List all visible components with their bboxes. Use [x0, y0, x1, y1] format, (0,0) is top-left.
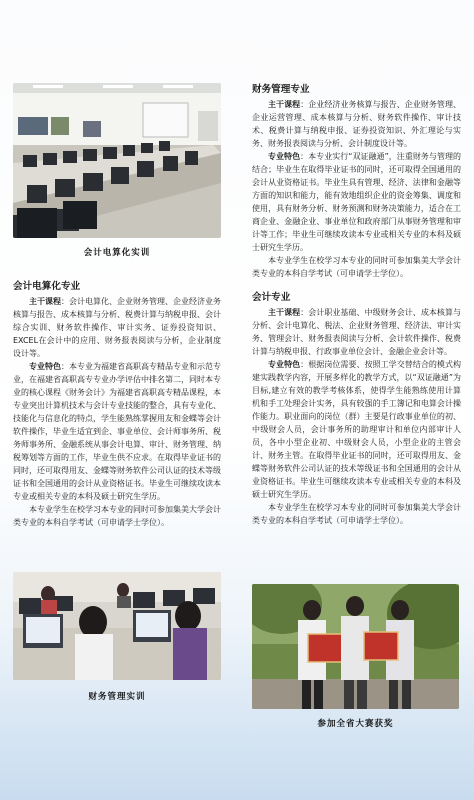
accounting-feature: 专业特色：根据岗位需要、按照工学交替结合的模式构建实践教学内容，开展多样化的教学方式，以“双证融通”为目标,建立有效的教学考核体系，使得学生能熟练使用计算机和手工处理会计实务，具有较强的手工簿记和电算会计操作能力。职业面向的岗位（群）主要是行政事业单位的初、中级财会人员，会计事务所的助理审计和单位内部审计人员，各中小型企业初、中级财会人员，小型企业的主管会计、财务主管。在取得毕业证书的同时，还可取得用友、金蝶等财务软件公司认证的技术等级证书和全国通用的会计从业资格证书。毕业生可继续攻读本专业或相关专业的本科及硕士研究生学历。	[252, 360, 462, 499]
computerized-accounting-feature: 专业特色：本专业为福建省高职高专精品专业和示范专业，在福建省高职高专专业办学评估中排名第二，同时本专业的核心课程《财务会计》为福建省高职高专精品课程，本专业突出计算机技术与会计专业技能的整合，具有专业化、技能化与信息化的特点，学生能熟练掌握用友和金蝶等会计软件操作，毕业生适宜到企、事业单位、会计师事务所、税务师事务所、金融系统从事会计电算、审计、财务管理、纳税筹划等方面的工作，毕业生供不应求。在取得毕业证书的同时，还可取得用友、金蝶等财务软件公司认证的技术等级证书和全国通用的会计从业资格证书。毕业生可继续攻读本专业或相关专业的本科及硕士研究生学历。	[13, 362, 221, 501]
computerized-accounting-core: 主干课程：会计电算化、企业财务管理、企业经济业务核算与报告、成本核算与分析、税费计算与纳税申报、会计综合实训、财务软件操作、审计实务、证券投资知识、EXCEL在会计中的应用、财务报表阅读与分析，企业制度设计等。	[13, 297, 221, 358]
right-text-column	[252, 83, 461, 527]
award-caption: 参加全省大赛获奖	[317, 719, 394, 729]
financial-management-core: 主干课程：企业经济业务核算与报告、企业财务管理、企业运营管理、成本核算与分析、财务软件操作、审计技术、税费计算与纳税申报、证券投资知识、外汇理论与实务、财务报表阅读与分析、会计制度设计等。	[252, 100, 462, 148]
award-photo	[252, 584, 459, 709]
financial-management-feature: 专业特色：本专业实行“双证融通”，注重财务与管理的结合；毕业生在取得毕业证书的同时，还可取得全国通用的会计从业资格证书。毕业生具有管理、经济、法律和金融等方面的知识和能力，能有效地组织企业的资金筹集、调度和使用，具有财务分析、财务预测和财务决策能力，适合在工商企业、金融企业、事业单位和政府部门从事财务管理和审计等工作；毕业生可继续攻读本专业或相关专业的本科及硕士研究生学历。	[252, 152, 461, 252]
accounting-core: 主干课程：会计职业基础、中级财务会计、成本核算与分析、会计电算化、税法、企业财务管理、经济法、审计实务、管理会计、财务报表阅读与分析、会计软件操作、税费计算与纳税申报、行政事业单位会计、金融企业会计等。	[252, 308, 462, 356]
computer-lab-photo	[13, 83, 221, 238]
left-text-column	[13, 280, 221, 529]
financial-management-selfstudy: 本专业学生在校学习本专业的同时可参加集美大学会计类专业的本科自学考试（可申请学士学位）。	[252, 256, 461, 278]
finance-lab-caption: 财务管理实训	[88, 692, 146, 702]
computerized-accounting-title: 会计电算化专业	[13, 281, 81, 292]
accounting-selfstudy: 本专业学生在校学习本专业的同时可参加集美大学会计类专业的本科自学考试（可申请学士学位）。	[252, 503, 461, 525]
financial-management-title: 财务管理专业	[252, 84, 310, 95]
computer-lab-caption: 会计电算化实训	[83, 248, 151, 258]
accounting-title: 会计专业	[252, 292, 291, 303]
computerized-accounting-selfstudy: 本专业学生在校学习本专业的同时可参加集美大学会计类专业的本科自学考试（可申请学士学位）。	[13, 505, 221, 527]
finance-lab-photo	[13, 572, 221, 680]
section-gap	[252, 280, 461, 291]
